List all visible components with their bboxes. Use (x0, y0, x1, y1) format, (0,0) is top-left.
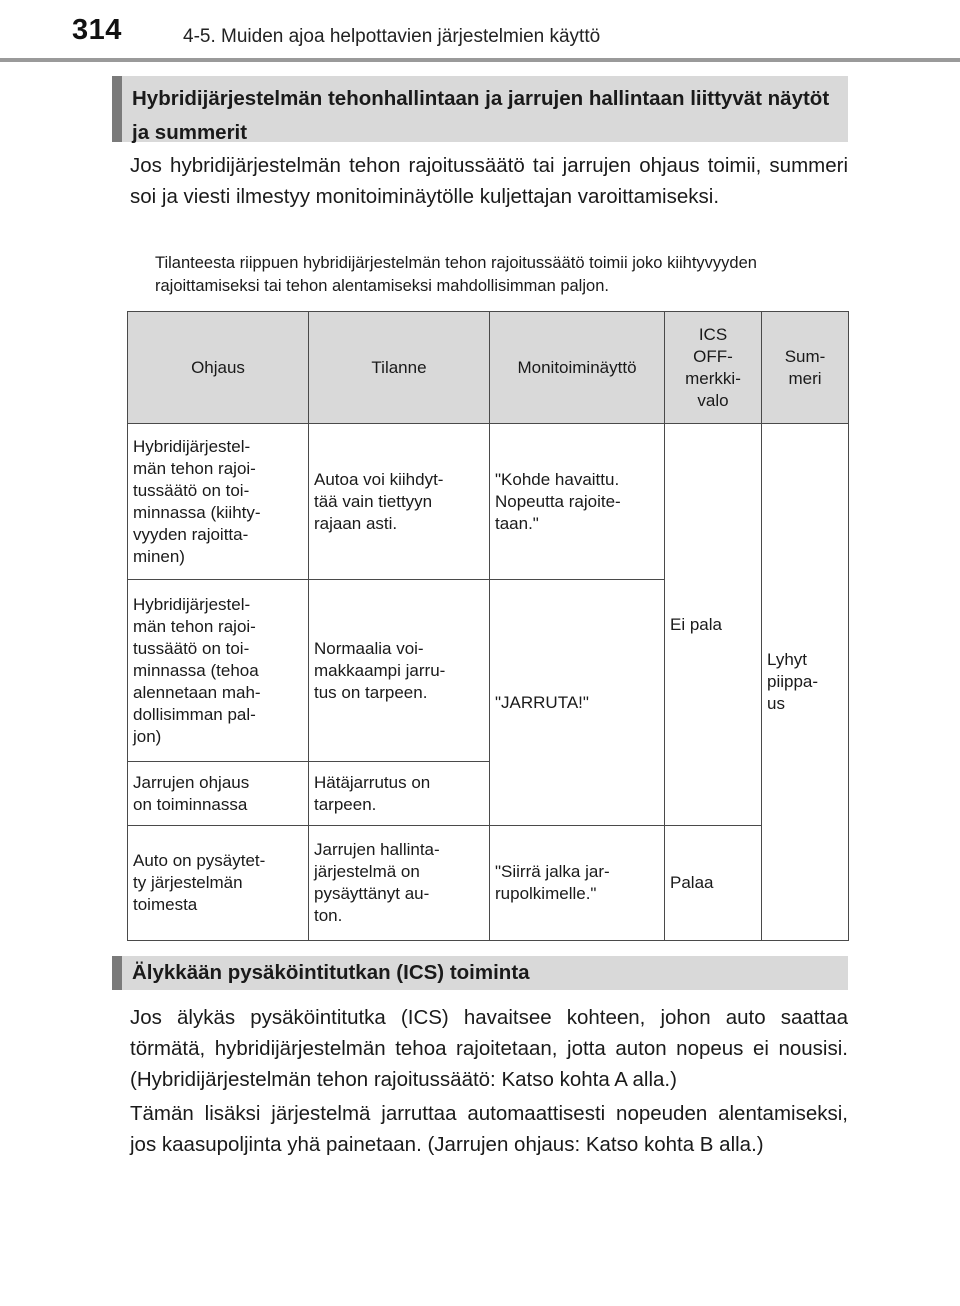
table-header-row (128, 312, 849, 424)
header-monitoiminaytto: Monitoiminäyttö (490, 312, 665, 424)
header-tilanne: Tilanne (309, 312, 490, 424)
header-rule (0, 58, 960, 62)
control-table (127, 311, 849, 941)
cell-naytto: "Kohde havaittu. Nopeutta rajoite- taan." (490, 424, 665, 580)
cell-naytto: "Siirrä jalka jar- rupolkimelle." (490, 826, 665, 941)
cell-ohjaus: Jarrujen ohjaus on toiminnassa (128, 762, 309, 826)
intro-paragraph: Jos hybridijärjestelmän tehon rajoitussäätö tai jarrujen ohjaus toimii, summeri soi ja viesti ilmestyy monitoiminäytölle kuljettajan varoittamiseksi. (130, 154, 848, 208)
cell-ics-ei-pala: Ei pala (665, 424, 762, 826)
ics-paragraph-2: Tämän lisäksi järjestelmä jarruttaa automaattisesti nopeuden alentamiseksi, jos kaasupoljinta yhä painetaan. (Jarrujen ohjaus: Katso kohta B alla.) (130, 1102, 848, 1156)
cell-summeri: Lyhyt piippa- us (762, 424, 849, 941)
cell-ohjaus: Hybridijärjestel- män tehon rajoi- tussäätö on toi- minnassa (tehoa alennetaan mah- dollisimman pal- jon) (128, 580, 309, 762)
cell-ohjaus: Auto on pysäytet- ty järjestelmän toimesta (128, 826, 309, 941)
section-heading-ics: Älykkään pysäköintitutkan (ICS) toiminta (112, 956, 848, 990)
table-row (128, 826, 849, 941)
page-number: 314 (72, 14, 122, 46)
chapter-title: 4-5. Muiden ajoa helpottavien järjestelmien käyttö (183, 26, 601, 47)
cell-tilanne: Hätäjarrutus on tarpeen. (309, 762, 490, 826)
cell-tilanne: Normaalia voi- makkaampi jarru- tus on tarpeen. (309, 580, 490, 762)
header-ohjaus: Ohjaus (128, 312, 309, 424)
cell-naytto-jarruta: "JARRUTA!" (490, 580, 665, 826)
header-ics-off: ICS OFF- merkki- valo (665, 312, 762, 424)
cell-ohjaus: Hybridijärjestel- män tehon rajoi- tussäätö on toi- minnassa (kiihty- vyyden rajoitta- minen) (128, 424, 309, 580)
cell-tilanne: Autoa voi kiihdyt- tää vain tiettyyn rajaan asti. (309, 424, 490, 580)
section-heading-displays-buzzers: Hybridijärjestelmän tehonhallintaan ja jarrujen hallintaan liittyvät näytöt ja summerit (112, 76, 848, 142)
ics-paragraph-1: Jos älykäs pysäköintitutka (ICS) havaitsee kohteen, johon auto saattaa törmätä, hybridijärjestelmän tehoa rajoitetaan, jotta auton nopeus ei nousisi. (Hybridijärjestelmän tehon rajoitussäätö: Katso kohta A alla.) (130, 1006, 848, 1091)
cell-tilanne: Jarrujen hallinta- järjestelmä on pysäyttänyt au- ton. (309, 826, 490, 941)
table-row (128, 424, 849, 580)
note-text: Tilanteesta riippuen hybridijärjestelmän tehon rajoitussäätö toimii joko kiihtyvyyden rajoittamiseksi tai tehon alentamiseksi mahdollisimman paljon. (155, 254, 757, 295)
page-header (0, 0, 960, 62)
header-summeri: Sum- meri (762, 312, 849, 424)
cell-ics-palaa: Palaa (665, 826, 762, 941)
